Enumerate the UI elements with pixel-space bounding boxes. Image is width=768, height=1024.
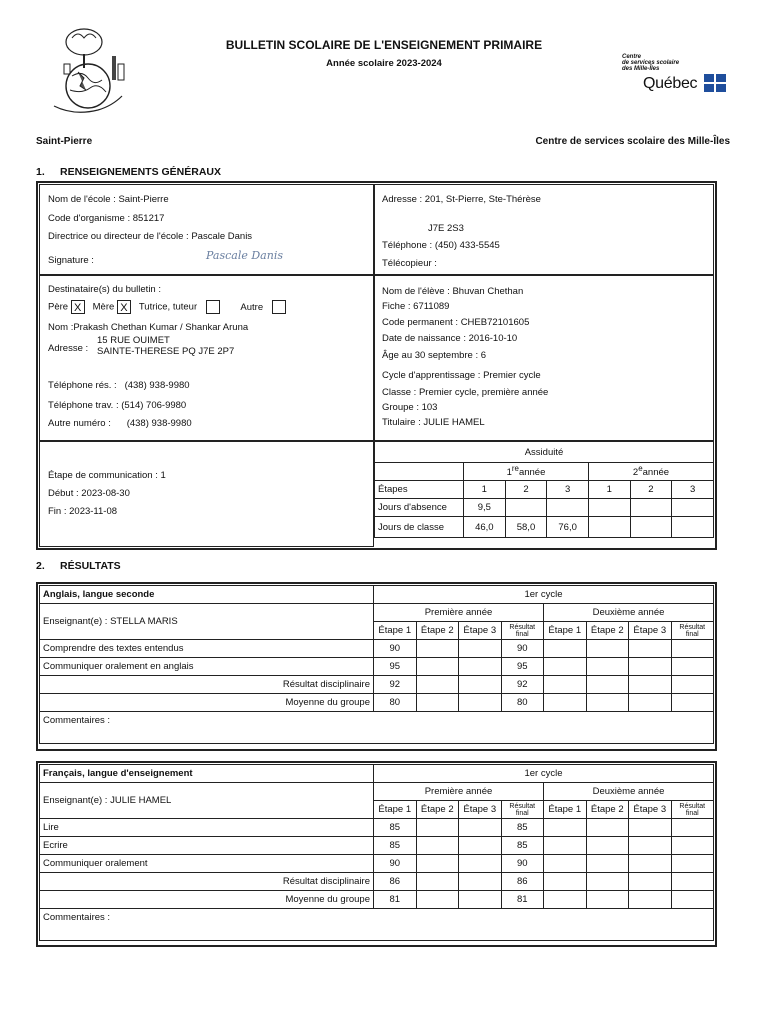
absence-cell xyxy=(547,499,589,517)
term-box xyxy=(39,441,374,547)
cs-label-1: Centre xyxy=(622,54,642,60)
final-score: 95 xyxy=(501,658,544,676)
director-row: Directrice ou directeur de l'école : Pascale Danis xyxy=(48,231,253,242)
absence-cell xyxy=(588,499,630,517)
permanent-code-row: Code permanent : CHEB72101605 xyxy=(382,317,530,328)
final-result-header: Résultat final xyxy=(501,622,544,640)
absence-cell: 9,5 xyxy=(464,499,506,517)
teacher-name: JULIE HAMEL xyxy=(110,795,172,806)
step-1-header: Étape 1 xyxy=(544,622,587,640)
subject-title: Anglais, langue seconde xyxy=(40,586,374,604)
address-row: Adresse : 201, St-Pierre, Ste-Thérèse xyxy=(382,194,541,205)
step-2-header: Étape 2 xyxy=(416,622,459,640)
recipient-name: Prakash Chethan Kumar / Shankar Aruna xyxy=(73,322,249,333)
work-phone-row: Téléphone trav. : (514) 706-9980 xyxy=(48,400,187,411)
student-age: 6 xyxy=(480,350,487,361)
subject-title: Français, langue d'enseignement xyxy=(40,765,374,783)
student-name: Bhuvan Chethan xyxy=(452,286,524,297)
final-score: 81 xyxy=(501,891,544,909)
director-name: Pascale Danis xyxy=(191,231,253,242)
other-phone-row: Autre numéro : (438) 938-9980 xyxy=(48,418,192,429)
absence-row: Jours d'absence 9,5 xyxy=(375,499,714,517)
step-1-header: Étape 1 xyxy=(374,622,417,640)
term-row: Étape de communication : 1 xyxy=(48,470,166,481)
learning-cycle: Premier cycle xyxy=(483,370,541,381)
english-frame xyxy=(36,582,717,751)
phone-row: Téléphone : (450) 433-5545 xyxy=(382,240,500,251)
class-days-cell: 46,0 xyxy=(464,517,506,538)
result-row xyxy=(40,640,714,658)
step-cell: 2 xyxy=(630,481,672,499)
final-result-header: Résultat final xyxy=(501,801,544,819)
school-phone: (450) 433-5545 xyxy=(434,240,500,251)
fax-label: Télécopieur : xyxy=(382,258,437,269)
term-start: 2023-08-30 xyxy=(81,488,130,499)
section-1-number: 1. xyxy=(36,166,45,178)
step-1-score: 90 xyxy=(374,855,417,873)
step-1-score: 85 xyxy=(374,819,417,837)
recipients-label: Destinataire(s) du bulletin : xyxy=(48,284,161,295)
other-phone: (438) 938-9980 xyxy=(126,418,192,429)
section-1-title: RENSEIGNEMENTS GÉNÉRAUX xyxy=(60,166,222,178)
start-row: Début : 2023-08-30 xyxy=(48,488,130,499)
teacher-cell: Enseignant(e) : STELLA MARIS xyxy=(40,604,374,640)
class-days-cell: 58,0 xyxy=(505,517,547,538)
class-days-row: Jours de classe 46,0 58,0 76,0 xyxy=(375,517,714,538)
student-group: 103 xyxy=(421,402,438,413)
step-cell: 3 xyxy=(547,481,589,499)
recipient-options: Père X Mère X Tutrice, tuteur Autre xyxy=(48,300,286,314)
home-phone: (438) 938-9980 xyxy=(124,380,190,391)
section-2-number: 2. xyxy=(36,560,45,572)
second-year-header: Deuxième année xyxy=(544,604,714,622)
result-row xyxy=(40,658,714,676)
recipient-address-1: 15 RUE OUIMET xyxy=(97,335,170,346)
competency-label: Moyenne du groupe xyxy=(40,891,374,909)
fiche-row: Fiche : 6711089 xyxy=(382,301,450,312)
school-logo xyxy=(44,20,136,128)
section-2-heading xyxy=(36,560,121,572)
first-year-header: Première année xyxy=(374,783,544,801)
step-3-header: Étape 3 xyxy=(629,801,672,819)
teacher-name: STELLA MARIS xyxy=(110,616,178,627)
step-1-score: 95 xyxy=(374,658,417,676)
school-postal: J7E 2S3 xyxy=(428,223,464,234)
quebec-flag-icon xyxy=(704,74,726,92)
recipient-address-2: SAINTE-THERESE PQ J7E 2P7 xyxy=(97,346,235,357)
class-row: Classe : Premier cycle, première année xyxy=(382,387,549,398)
class-days-cell xyxy=(588,517,630,538)
group-row: Groupe : 103 xyxy=(382,402,438,413)
permanent-code: CHEB72101605 xyxy=(460,317,530,328)
competency-label: Communiquer oralement xyxy=(40,855,374,873)
step-1-score: 81 xyxy=(374,891,417,909)
step-3-header: Étape 3 xyxy=(459,622,502,640)
final-score: 90 xyxy=(501,855,544,873)
step-1-header: Étape 1 xyxy=(374,801,417,819)
quebec-logo xyxy=(622,54,730,96)
school-name: Saint-Pierre xyxy=(118,194,169,205)
result-row xyxy=(40,873,714,891)
student-name-row: Nom de l'élève : Bhuvan Chethan xyxy=(382,286,524,297)
cs-label-3: des Mille-Îles xyxy=(622,66,660,72)
mother-checkbox[interactable]: X xyxy=(117,300,131,314)
recipient-name-row: Nom :Prakash Chethan Kumar / Shankar Aruna xyxy=(48,322,249,333)
home-phone-row: Téléphone rés. : (438) 938-9980 xyxy=(48,380,190,391)
attendance-table xyxy=(374,441,714,538)
recipients-box xyxy=(39,275,374,441)
final-result-header: Résultat final xyxy=(671,801,714,819)
step-cell: 1 xyxy=(588,481,630,499)
steps-row: Étapes 1 2 3 1 2 3 xyxy=(375,481,714,499)
attendance-year-2: 2eannée xyxy=(588,463,713,481)
competency-label: Lire xyxy=(40,819,374,837)
result-row xyxy=(40,819,714,837)
teacher-cell: Enseignant(e) : JULIE HAMEL xyxy=(40,783,374,819)
step-1-score: 85 xyxy=(374,837,417,855)
english-results-table xyxy=(39,585,714,744)
globe-tree-logo-icon xyxy=(44,20,136,128)
competency-label: Résultat disciplinaire xyxy=(40,873,374,891)
section-1-heading xyxy=(36,166,221,178)
step-3-header: Étape 3 xyxy=(629,622,672,640)
step-cell: 2 xyxy=(505,481,547,499)
french-results-table xyxy=(39,764,714,941)
general-info-frame xyxy=(36,181,717,550)
step-2-header: Étape 2 xyxy=(586,622,629,640)
competency-label: Moyenne du groupe xyxy=(40,694,374,712)
recipient-address-label: Adresse : xyxy=(48,343,89,354)
cs-label-2: de services scolaire xyxy=(622,60,680,66)
step-3-header: Étape 3 xyxy=(459,801,502,819)
work-phone: (514) 706-9980 xyxy=(121,400,187,411)
school-name-header: Saint-Pierre xyxy=(36,136,93,147)
step-1-score: 90 xyxy=(374,640,417,658)
signature-label: Signature : xyxy=(48,255,94,266)
result-row xyxy=(40,855,714,873)
document-title: BULLETIN SCOLAIRE DE L'ENSEIGNEMENT PRIMAIRE xyxy=(225,38,543,52)
attendance-year-1: 1reannée xyxy=(464,463,589,481)
guardian-checkbox[interactable] xyxy=(206,300,220,314)
first-year-header: Première année xyxy=(374,604,544,622)
absence-cell xyxy=(630,499,672,517)
fiche-number: 6711089 xyxy=(413,301,450,312)
class-days-cell xyxy=(630,517,672,538)
result-row xyxy=(40,891,714,909)
step-cell: 1 xyxy=(464,481,506,499)
result-row xyxy=(40,837,714,855)
final-score: 85 xyxy=(501,837,544,855)
school-info-box xyxy=(39,184,374,275)
birth-date-row: Date de naissance : 2016-10-10 xyxy=(382,333,518,344)
org-code-row: Code d'organisme : 851217 xyxy=(48,213,165,224)
term-end: 2023-11-08 xyxy=(69,506,118,517)
other-checkbox[interactable] xyxy=(272,300,286,314)
step-2-header: Étape 2 xyxy=(416,801,459,819)
school-year: Année scolaire 2023-2024 xyxy=(326,58,442,69)
final-score: 90 xyxy=(501,640,544,658)
second-year-header: Deuxième année xyxy=(544,783,714,801)
final-score: 85 xyxy=(501,819,544,837)
absence-cell xyxy=(505,499,547,517)
final-score: 80 xyxy=(501,694,544,712)
step-cell: 3 xyxy=(672,481,714,499)
attendance-title: Assiduité xyxy=(375,442,714,463)
student-class: Premier cycle, première année xyxy=(418,387,549,398)
comments-cell[interactable]: Commentaires : xyxy=(40,712,714,744)
birth-date: 2016-10-10 xyxy=(468,333,518,344)
homeroom-row: Titulaire : JULIE HAMEL xyxy=(382,417,485,428)
student-box xyxy=(374,275,714,441)
cycle-row: Cycle d'apprentissage : Premier cycle xyxy=(382,370,541,381)
homeroom-teacher: JULIE HAMEL xyxy=(423,417,485,428)
age-row: Âge au 30 septembre : 6 xyxy=(382,350,487,361)
class-days-cell: 76,0 xyxy=(547,517,589,538)
term-number: 1 xyxy=(160,470,166,481)
director-signature: Pascale Danis xyxy=(206,249,283,262)
school-address-box xyxy=(374,184,714,275)
step-1-header: Étape 1 xyxy=(544,801,587,819)
result-row xyxy=(40,694,714,712)
absence-cell xyxy=(672,499,714,517)
comments-cell[interactable]: Commentaires : xyxy=(40,909,714,941)
school-name-row: Nom de l'école : Saint-Pierre xyxy=(48,194,169,205)
step-1-score: 92 xyxy=(374,676,417,694)
result-row xyxy=(40,676,714,694)
cycle-header: 1er cycle xyxy=(374,586,714,604)
final-score: 92 xyxy=(501,676,544,694)
competency-label: Comprendre des textes entendus xyxy=(40,640,374,658)
competency-label: Résultat disciplinaire xyxy=(40,676,374,694)
competency-label: Communiquer oralement en anglais xyxy=(40,658,374,676)
final-score: 86 xyxy=(501,873,544,891)
school-address: 201, St-Pierre, Ste-Thérèse xyxy=(424,194,541,205)
step-1-score: 80 xyxy=(374,694,417,712)
final-result-header: Résultat final xyxy=(671,622,714,640)
end-row: Fin : 2023-11-08 xyxy=(48,506,118,517)
cycle-header: 1er cycle xyxy=(374,765,714,783)
service-center-header: Centre de services scolaire des Mille-Îles xyxy=(535,136,730,147)
step-2-header: Étape 2 xyxy=(586,801,629,819)
french-frame xyxy=(36,761,717,947)
father-checkbox[interactable]: X xyxy=(71,300,85,314)
org-code: 851217 xyxy=(132,213,165,224)
section-2-title: RÉSULTATS xyxy=(60,560,121,572)
competency-label: Ecrire xyxy=(40,837,374,855)
quebec-wordmark: Québec xyxy=(643,75,698,92)
class-days-cell xyxy=(672,517,714,538)
step-1-score: 86 xyxy=(374,873,417,891)
